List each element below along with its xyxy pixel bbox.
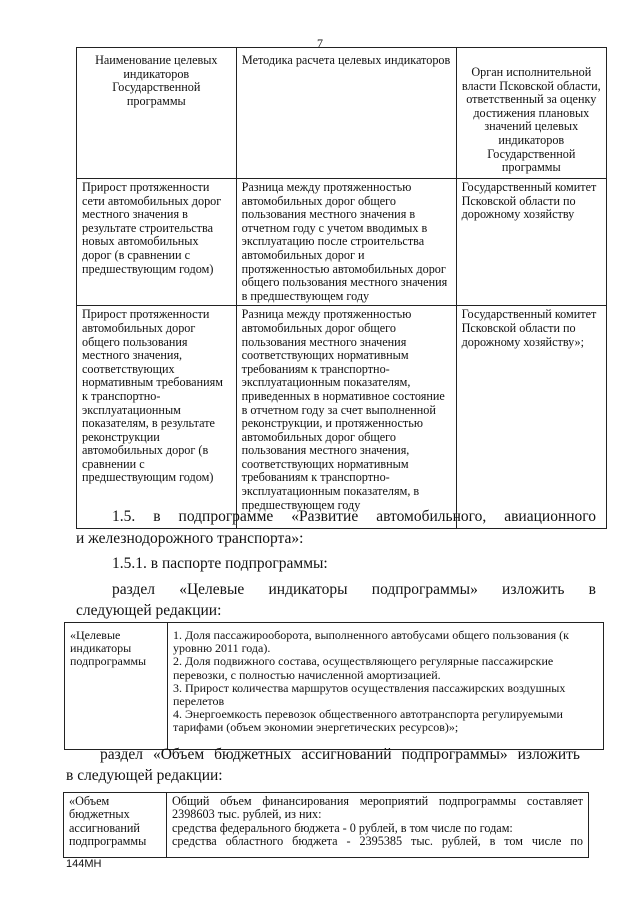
indicator-authority: Государственный комитет Псковской области по дорожному хозяйству <box>456 179 606 306</box>
paragraph-targets-line2: следующей редакции: <box>76 602 222 619</box>
indicator-name: Прирост протяженности автомобильных дорог общего пользования местного значения, соответствующих нормативным требованиям к транспортно-эксплуатационным показателям, в результате реконструкции автомобильных дорог (в сравнении с предшествующим годом) <box>77 306 237 529</box>
budget-content <box>167 793 589 858</box>
table-row <box>77 179 607 306</box>
indicator-method: Разница между протяженностью автомобильных дорог общего пользования местного значения в отчетном году с учетом вводимых в эксплуатацию после строительства автомобильных дорог и протяженностью автомобильных дорог общего пользования местного значения в предшествующем году <box>236 179 456 306</box>
paragraph-subprogram-line2: и железнодорожного транспорта»: <box>76 530 304 547</box>
table-row <box>64 793 589 858</box>
targets-label: «Целевые индикаторы подпрограммы <box>65 623 168 750</box>
header-method: Методика расчета целевых индикаторов <box>236 48 456 179</box>
indicator-method: Разница между протяженностью автомобильных дорог общего пользования местного значения соответствующих нормативным требованиям к транспортно-эксплуатационным показателям, приведенных в нормативное состояние в отчетном году за счет выполненной реконструкции, и протяженностью автомобильных дорог общего пользования местного значения, соответствующих нормативным требованиям к транспортно-эксплуатационным показателям, в предшествующем году <box>236 306 456 529</box>
table-header-row <box>77 48 607 179</box>
header-authority: Орган исполнительной власти Псковской области, ответственный за оценку достижения плановых значений целевых индикаторов Государственной программы <box>456 48 606 179</box>
paragraph-targets-line1: раздел «Целевые индикаторы подпрограммы» изложить в <box>112 581 596 598</box>
budget-line-1: Общий объем финансирования мероприятий подпрограммы составляет <box>172 794 583 808</box>
paragraph-subprogram-line1: 1.5. в подпрограмме «Развитие автомобильного, авиационного <box>112 508 596 525</box>
paragraph-budget-line2: в следующей редакции: <box>66 767 223 784</box>
indicator-authority: Государственный комитет Псковской области по дорожному хозяйству»; <box>456 306 606 529</box>
targets-table <box>64 622 604 750</box>
paragraph-budget-line1: раздел «Объем бюджетных ассигнований подпрограммы» изложить <box>100 746 580 763</box>
target-item-2: 2. Доля подвижного состава, осуществляющего регулярные пассажирские перевозки, с полностью начисленной амортизацией. <box>173 654 554 682</box>
table-row <box>65 623 604 750</box>
page-number: 7 <box>317 36 323 50</box>
document-code: 144МН <box>66 858 102 870</box>
budget-line-3: средства федерального бюджета - 0 рублей, в том числе по годам: <box>172 820 513 835</box>
targets-content <box>168 623 604 750</box>
budget-table <box>63 792 589 858</box>
budget-line-4: средства областного бюджета - 2395385 тыс. рублей, в том числе по <box>172 834 583 849</box>
target-item-3: 3. Прирост количества маршрутов осуществления пассажирских воздушных перелетов <box>173 680 566 709</box>
header-indicator-name: Наименование целевых индикаторов Государственной программы <box>77 48 237 179</box>
indicators-table <box>76 47 607 529</box>
table-row <box>77 306 607 529</box>
target-item-4: 4. Энергоемкость перевозок общественного автотранспорта регулируемыми тарифами (объем экономии энергетических ресурсов)»; <box>173 707 563 735</box>
budget-label: «Объем бюджетных ассигнований подпрограммы <box>64 793 167 858</box>
paragraph-passport: 1.5.1. в паспорте подпрограммы: <box>112 555 328 572</box>
indicator-name: Прирост протяженности сети автомобильных дорог местного значения в результате строительства новых автомобильных дорог (в сравнении с предшествующим годом) <box>77 179 237 306</box>
target-item-1: 1. Доля пассажирооборота, выполненного автобусами общего пользования (к уровню 2011 года). <box>173 628 569 656</box>
budget-line-2: 2398603 тыс. рублей, из них: <box>172 807 322 822</box>
